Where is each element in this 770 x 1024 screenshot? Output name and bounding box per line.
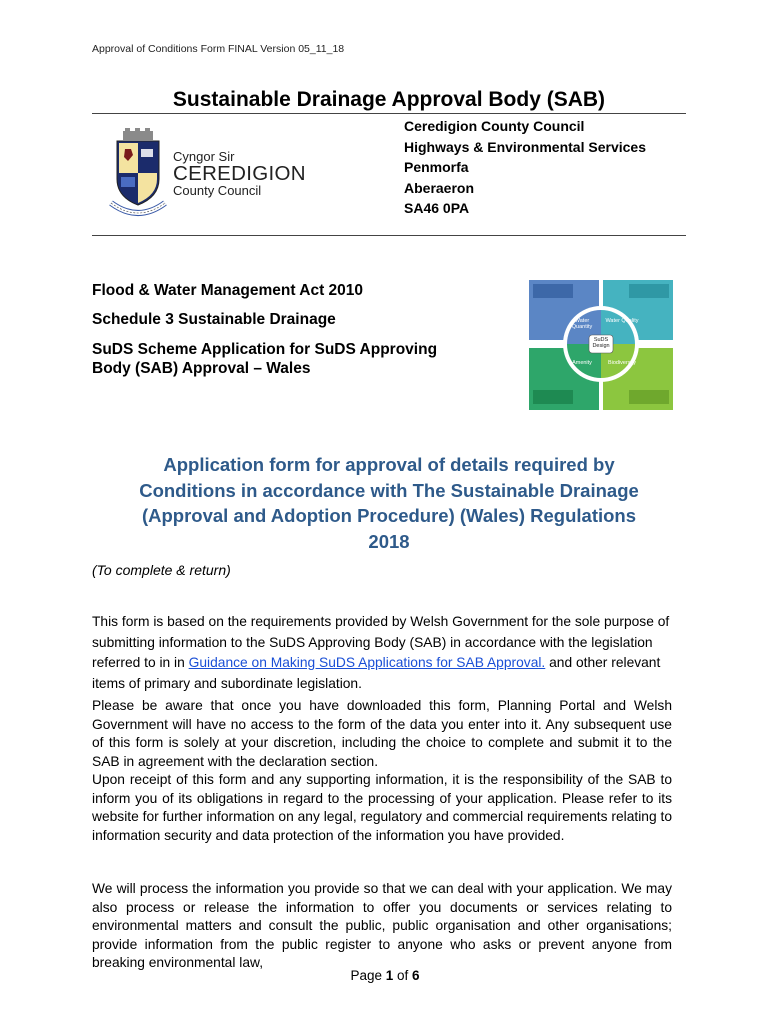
page-title: Sustainable Drainage Approval Body (SAB)	[172, 88, 606, 111]
quadrant-label: Water Quantity	[571, 318, 593, 330]
intro-paragraph	[92, 612, 672, 694]
data-processing-paragraph: We will process the information you provide so that we can deal with your application. We may also process or release the information to offer you documents or services relating to environmental matters and consult the public, public organisation and other organisations; provide information from the public register to anyone who asks or prevent anyone from breaking environmental law,	[92, 881, 672, 970]
council-address	[404, 116, 646, 219]
logo-text-council: County Council	[173, 183, 262, 198]
title-line: Application form for approval of details required by	[163, 454, 615, 475]
title-line: Conditions in accordance with The Sustainable Drainage	[139, 479, 639, 501]
para-text: This form is based on the requirements provided by Welsh Government for the sole purpose of submitting information to the SuDS Approving Body (SAB) in accordance with the legislation referred to in in	[92, 614, 670, 670]
sab-responsibility-paragraph: Upon receipt of this form and any supporting information, it is the responsibility of the SAB to inform you of its obligations in regard to the processing of your application. Please refer to its website for further information on any legal, regulatory and commercial requirements relating to information security and data protection of the information you have provided.	[92, 772, 672, 843]
guidance-link[interactable]: Guidance on Making SuDS Applications for SAB Approval.	[188, 655, 546, 670]
page-label: Page	[350, 968, 382, 983]
logo-text-cyngor: Cyngor Sir	[173, 149, 235, 164]
application-form-title	[92, 452, 686, 554]
of-label: of	[397, 968, 409, 983]
complete-note: (To complete & return)	[92, 562, 231, 578]
address-line: SA46 0PA	[404, 200, 470, 216]
title-line: 2018	[368, 530, 410, 552]
address-line: Aberaeron	[404, 179, 475, 196]
title-divider	[92, 113, 686, 114]
address-line: Highways & Environmental Services	[404, 138, 646, 155]
header-note: Approval of Conditions Form FINAL Version 05_11_18	[92, 43, 345, 55]
scheme-title-line2: Body (SAB) Approval – Wales	[92, 360, 311, 377]
address-divider	[92, 235, 686, 236]
title-line: (Approval and Adoption Procedure) (Wales) Regulations	[141, 505, 637, 526]
quadrant-label: Water Quality	[605, 318, 639, 324]
coat-of-arms-icon	[103, 127, 173, 221]
download-notice-paragraph: Please be aware that once you have downloaded this form, Planning Portal and Welsh Government will have no access to the form of the data you enter into it. Any subsequent use of this form is solely at your discretion, including the choice to complete and submit it to the SAB in agreement with the declaration section.	[92, 698, 672, 769]
page-number	[0, 968, 770, 983]
suds-design-diagram	[529, 280, 673, 410]
total-pages: 6	[412, 968, 420, 983]
para-text: and other relevant items of primary and subordinate legislation.	[92, 655, 661, 691]
scheme-title-line1: SuDS Scheme Application for SuDS Approving	[92, 341, 438, 358]
quadrant-label: Amenity	[572, 360, 592, 366]
schedule-title: Schedule 3 Sustainable Drainage	[92, 311, 336, 328]
logo-text-ceredigion: CEREDIGION	[173, 162, 306, 185]
quadrant-label: Biodiversity	[607, 360, 637, 366]
suds-center-label: SuDS Design	[592, 337, 610, 349]
address-line: Ceredigion County Council	[404, 118, 585, 134]
act-title: Flood & Water Management Act 2010	[92, 282, 364, 299]
current-page: 1	[385, 968, 394, 983]
address-line: Penmorfa	[404, 159, 469, 175]
